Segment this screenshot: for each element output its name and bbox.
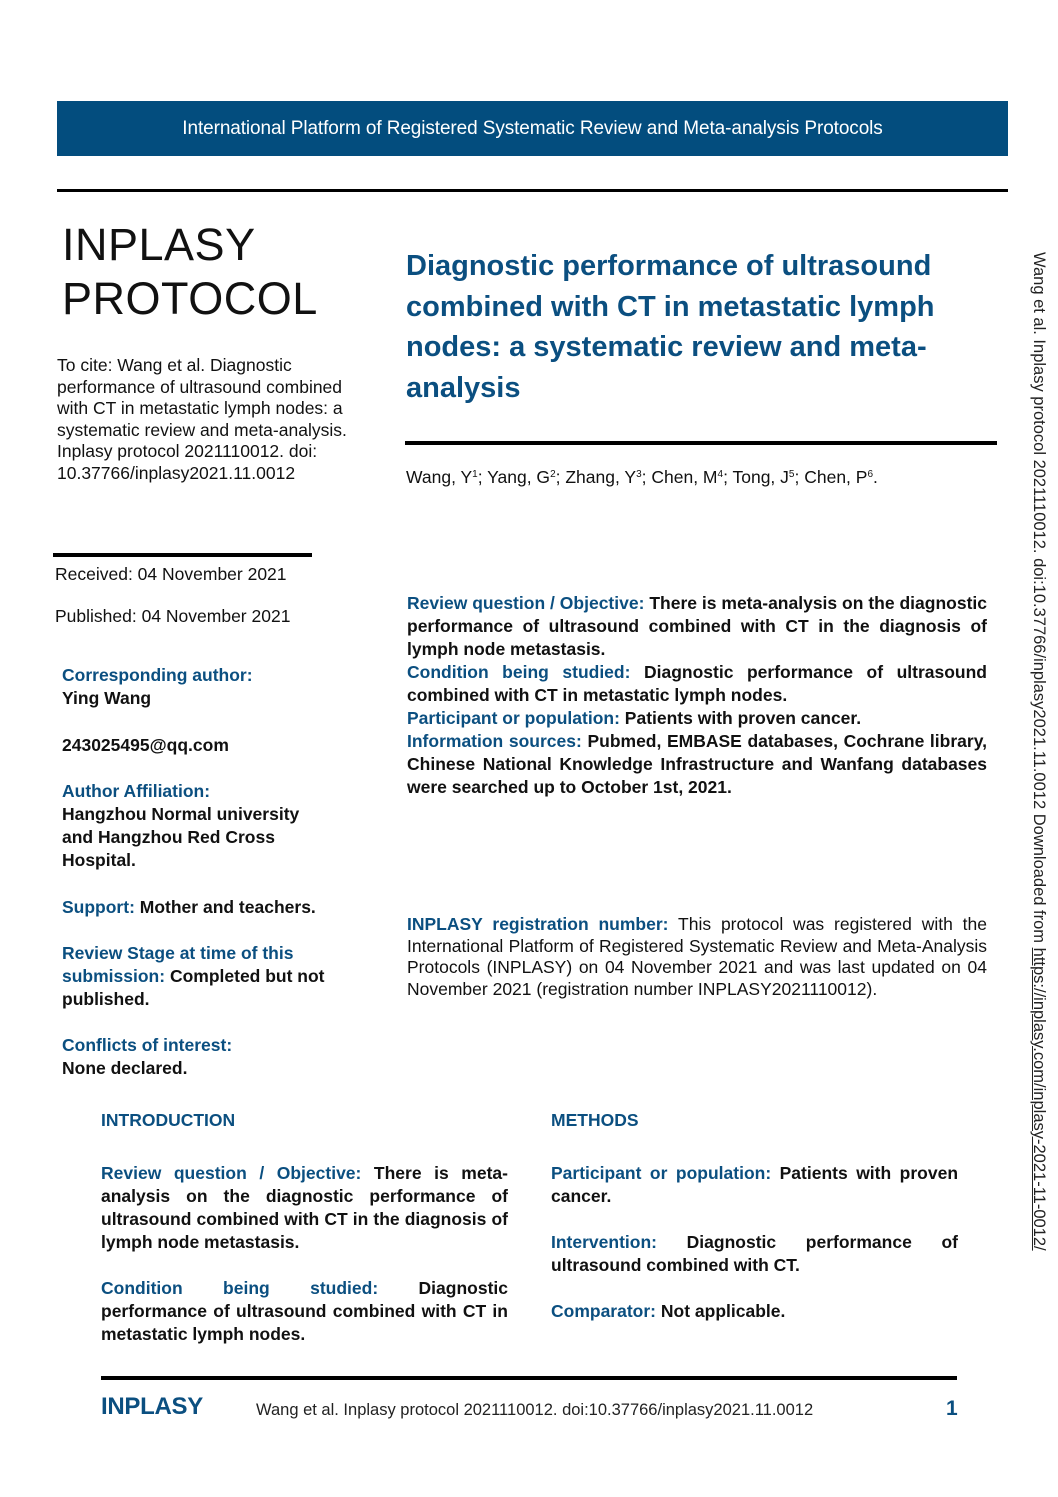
affiliation-value: Hangzhou Normal university and Hangzhou Red Cross Hospital. <box>62 804 300 870</box>
intro-condition <box>101 1277 508 1346</box>
support-label: Support: <box>62 897 135 917</box>
label: Review question / Objective: <box>101 1163 362 1183</box>
methods-participant <box>551 1162 958 1208</box>
value: Patients with proven cancer. <box>551 1163 959 1206</box>
methods-intervention <box>551 1231 958 1277</box>
abstract-summary <box>407 592 987 799</box>
author-list <box>406 467 878 488</box>
value: Not applicable. <box>656 1301 786 1321</box>
support <box>62 896 362 919</box>
author-separator: ; <box>794 467 805 487</box>
abstract-condition <box>407 661 987 707</box>
corresponding-author <box>62 664 362 710</box>
author-affiliation-number: 2 <box>550 469 556 480</box>
abstract-review-question <box>407 592 987 661</box>
title-rule <box>405 441 997 445</box>
author-name: Tong, J <box>732 467 789 487</box>
protocol-heading <box>62 218 318 326</box>
author-name: Zhang, Y <box>565 467 637 487</box>
author-affiliation-number: 6 <box>867 469 874 480</box>
stage-value: Completed but not published. <box>62 966 325 1009</box>
header-rule <box>57 189 1008 192</box>
registration-value: This protocol was registered with the International Platform of Registered Systematic Review and Meta-Analysis Protocols (INPLASY) on 04 November 2021 and was last updated on 04 November 2021 (registration number INPLASY2021110012). <box>407 914 987 999</box>
value: Pubmed, EMBASE databases, Cochrane library, Chinese National Knowledge Infrastructure and Wanfang databases were searched up to October 1st, 2021. <box>407 731 987 797</box>
introduction-section <box>101 1109 508 1369</box>
label: Comparator: <box>551 1301 657 1321</box>
methods-comparator <box>551 1300 958 1323</box>
conflicts-label: Conflicts of interest: <box>62 1035 233 1055</box>
citation-text: To cite: Wang et al. Diagnostic performance of ultrasound combined with CT in metastatic lymph nodes: a systematic review and meta-analysis. Inplasy protocol 2021110012. doi: 10.37766/inplasy2021.11.0012 <box>57 355 347 483</box>
footer-brand: INPLASY <box>101 1393 203 1420</box>
stage-label: Review Stage at time of this submission: <box>62 943 294 986</box>
platform-banner <box>57 101 1008 156</box>
value: Diagnostic performance of ultrasound combined with CT in metastatic lymph nodes. <box>101 1278 508 1344</box>
author-affiliation-number: 5 <box>788 469 795 480</box>
heading-line-2: PROTOCOL <box>62 273 318 324</box>
label: Review question / Objective: <box>407 593 645 613</box>
value: Diagnostic performance of ultrasound combined with CT. <box>551 1232 958 1275</box>
download-link[interactable]: https://inplasy.com/inplasy-2021-11-0012/ <box>1030 947 1048 1251</box>
author-email[interactable]: 243025495@qq.com <box>62 735 229 755</box>
author-affiliation-number: 1 <box>472 469 478 480</box>
author-separator: ; <box>641 467 652 487</box>
label: Participant or population: <box>407 708 620 728</box>
page-number: 1 <box>946 1397 958 1420</box>
published-date: Published: 04 November 2021 <box>55 606 291 626</box>
author-affiliation <box>62 780 362 872</box>
margin-note-text: Wang et al. Inplasy protocol 2021110012. doi:10.37766/inplasy2021.11.0012 Downloaded from <box>1030 252 1048 948</box>
support-value: Mother and teachers. <box>134 897 316 917</box>
label: Condition being studied: <box>407 662 631 682</box>
abstract-participant <box>407 707 987 730</box>
banner-text: International Platform of Registered Systematic Review and Meta-analysis Protocols <box>182 117 883 139</box>
author-separator: ; <box>723 467 733 487</box>
author-name: Chen, M <box>651 467 718 487</box>
author-affiliation-number: 4 <box>717 469 724 480</box>
corresponding-label: Corresponding author: <box>62 665 253 685</box>
author-name: Chen, P <box>804 467 868 487</box>
heading-line-1: INPLASY <box>62 219 256 270</box>
review-stage <box>62 942 327 1011</box>
intro-review-question <box>101 1162 508 1254</box>
conflicts <box>62 1034 362 1080</box>
registration-info <box>407 914 987 1000</box>
author-separator: . <box>873 467 878 487</box>
corresponding-name: Ying Wang <box>62 688 152 708</box>
methods-heading: METHODS <box>551 1110 639 1130</box>
value: There is meta-analysis on the diagnostic performance of ultrasound combined with CT in the diagnosis of lymph node metastasis. <box>407 593 987 659</box>
label: Information sources: <box>407 731 582 751</box>
footer-rule <box>101 1376 957 1380</box>
sidebar-rule <box>53 553 312 557</box>
value: Diagnostic performance of ultrasound combined with CT in metastatic lymph nodes. <box>407 662 987 705</box>
label: Participant or population: <box>551 1163 772 1183</box>
footer-citation: Wang et al. Inplasy protocol 2021110012. doi:10.37766/inplasy2021.11.0012 <box>256 1401 814 1419</box>
margin-download-note <box>1029 252 1048 1251</box>
received-date: Received: 04 November 2021 <box>55 564 287 584</box>
value: Patients with proven cancer. <box>619 708 862 728</box>
methods-section <box>551 1109 958 1346</box>
abstract-sources <box>407 730 987 799</box>
affiliation-label: Author Affiliation: <box>62 781 211 801</box>
author-separator: ; <box>555 467 566 487</box>
author-name: Yang, G <box>487 467 551 487</box>
introduction-heading: INTRODUCTION <box>101 1110 236 1130</box>
author-affiliation-number: 3 <box>636 469 642 480</box>
label: Condition being studied: <box>101 1278 379 1298</box>
author-separator: ; <box>477 467 488 487</box>
registration-label: INPLASY registration number: <box>407 914 669 934</box>
value: There is meta-analysis on the diagnostic performance of ultrasound combined with CT in the diagnosis of lymph node metastasis. <box>101 1163 508 1252</box>
article-title: Diagnostic performance of ultrasound combined with CT in metastatic lymph nodes: a systematic review and meta-analysis <box>406 250 935 404</box>
conflicts-value: None declared. <box>62 1058 188 1078</box>
label: Intervention: <box>551 1232 657 1252</box>
author-name: Wang, Y <box>406 467 473 487</box>
